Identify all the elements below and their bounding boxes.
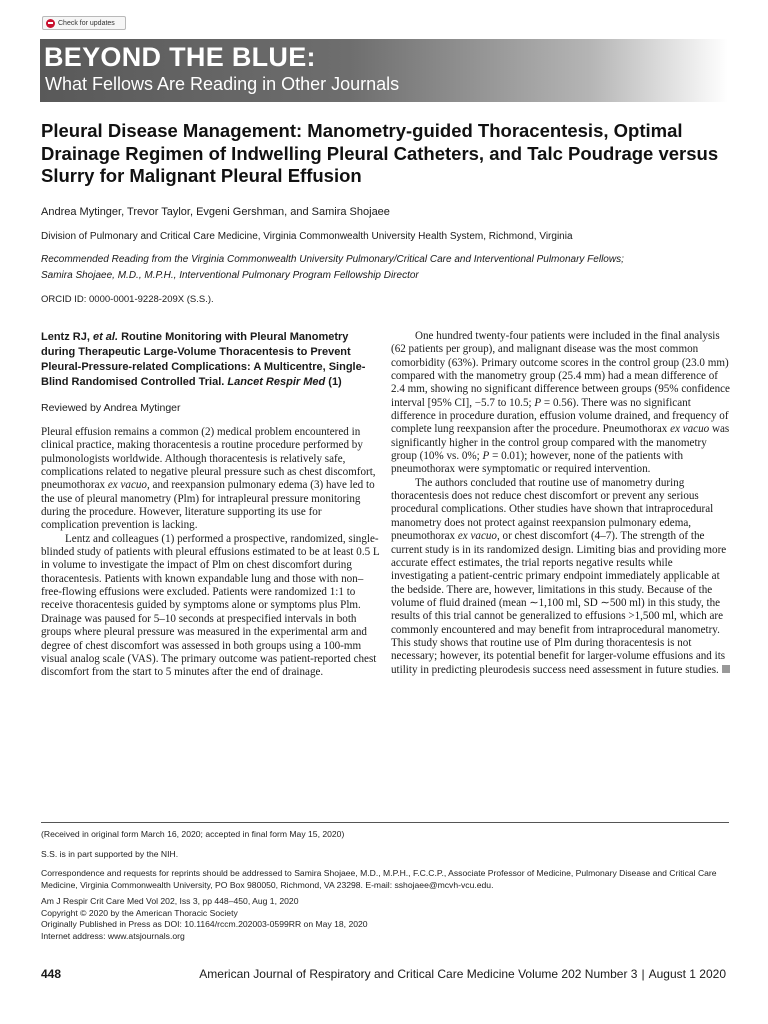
- p3-text-c: was significantly higher in the control group compared with the manometry group (10% vs. 0%;: [391, 423, 730, 463]
- p4-text-a: The authors concluded that routine use of manometry during thoracentesis does not reduce chest discomfort or prevent any serious procedural complications. Other studies have shown that intraprocedural manometry does not protect against reexpansion pulmonary edema, pneumothorax: [391, 476, 714, 543]
- recommendation-line-1: Recommended Reading from the Virginia Commonwealth University Pulmonary/Critical Care and Interventional Pulmonary Fellows;: [41, 254, 624, 265]
- ref-title: Routine Monitoring with Pleural Manometry during Therapeutic Large-Volume Thoracentesis to Prevent Pleural-Pressure-related Complications: A Multicentre, Single-Blind Randomised Controlled Trial.: [41, 331, 366, 388]
- check-for-updates-badge[interactable]: [42, 16, 126, 30]
- p3-text-d: = 0.01); however, none of the patients with pneumothorax were symptomatic or required intervention.: [391, 450, 684, 476]
- p3-p-value-label-2: P: [482, 450, 490, 463]
- issue-date: August 1 2020: [648, 967, 726, 981]
- recommendation-line-2: Samira Shojaee, M.D., M.P.H., Interventional Pulmonary Program Fellowship Director: [41, 270, 419, 281]
- body-paragraph-3: [391, 330, 731, 477]
- ref-authors: Lentz RJ,: [41, 331, 93, 343]
- right-column: [391, 330, 731, 677]
- p3-p-value-label-1: P: [534, 396, 542, 409]
- check-updates-icon: [46, 19, 55, 28]
- journal-footer: [199, 967, 726, 981]
- body-paragraph-1: [41, 426, 381, 533]
- received-note: (Received in original form March 16, 2020; accepted in final form May 15, 2020): [41, 829, 345, 839]
- banner-subtitle: What Fellows Are Reading in Other Journals: [45, 74, 400, 94]
- check-for-updates-label: Check for updates: [58, 19, 115, 27]
- author-list: Andrea Mytinger, Trevor Taylor, Evgeni Gershman, and Samira Shojaee: [41, 206, 390, 218]
- p4-text-b: , or chest discomfort (4–7). The strength of the current study is in its randomized design. Limiting bias and providing more accurate effect estimates, the trial reports negative results while investigating a patient-centric primary endpoint immediately applicable at the bedside. There are, however, limitations in this study. Because of the volume of fluid drained (mean ∼1,100 ml, SD ∼500 ml) in this study, the results of this trial cannot be generalized to effusions >1,500 ml, which are commonly encountered and may benefit from intraprocedural manometry. This study shows that routine use of Plm during thoracentesis is not necessary; however, its potential benefit for larger-volume effusions and its utility in predicting pleurodesis success need assessment in future studies.: [391, 530, 727, 676]
- p4-italic: ex vacuo: [457, 530, 497, 543]
- correspondence-note: Correspondence and requests for reprints should be addressed to Samira Shojaee, M.D., M.P.H., F.C.C.P., Associate Professor of Medicine, Pulmonary Disease and Critical Care Medicine, Virginia Commonwealth University, PO Box 980050, Richmond, VA 23298. E-mail: sshojaee@mcvh-vcu.edu.: [41, 868, 717, 890]
- internet-address: Internet address: www.atsjournals.org: [41, 930, 185, 941]
- journal-name: American Journal of Respiratory and Critical Care Medicine Volume 202 Number 3: [199, 967, 638, 981]
- p3-text-a: One hundred twenty-four patients were included in the final analysis (62 patients per group), and malignant disease was the most common comorbidity (63%). Primary outcome scores in the control group (23.0 mm) compared with the manometry group (25.4 mm) had a mean difference of 2.4 mm, showing no significant difference between groups (95% confidence interval [95% CI], −5.7 to 10.5;: [391, 330, 730, 409]
- footnote-divider: [41, 822, 729, 823]
- body-paragraph-4: [391, 477, 731, 677]
- p3-text-b: = 0.56). There was no significant difference in procedure duration, effusion volume drained, and frequency of complete lung reexpansion after the procedure. Pneumothorax: [391, 396, 729, 436]
- banner-title: BEYOND THE BLUE:: [44, 42, 316, 72]
- p1-text-a: Pleural effusion remains a common (2) medical problem encountered in clinical practice, making thoracentesis a routine procedure performed by pulmonologists worldwide. Although thoracentesis is relatively safe, complications related to negative pleural pressure such as chest discomfort, pneumothorax: [41, 426, 376, 492]
- affiliation: Division of Pulmonary and Critical Care Medicine, Virginia Commonwealth University Health System, Richmond, Virginia: [41, 231, 573, 242]
- ref-etal: et al.: [92, 331, 119, 343]
- p3-italic: ex vacuo: [670, 423, 710, 436]
- left-column: [41, 330, 381, 680]
- page-number: 448: [41, 967, 62, 981]
- body-paragraph-2: Lentz and colleagues (1) performed a prospective, randomized, single-blinded study of patients with pleural effusions estimated to be at least 0.5 L in volume to investigate the impact of Plm on chest discomfort during thoracentesis. Patients with known expandable lung and those with non–free-flowing effusions were excluded. Patients were randomized 1:1 to receive thoracentesis guided by symptoms alone or symptoms plus Plm. Drainage was paused for 5–10 seconds at prespecified intervals in both groups where pleural pressure was measured in the experimental arm and degree of chest discomfort was assessed in both groups using a 100-mm visual analog scale (VAS). The primary outcome was patient-reported chest discomfort from the start to 5 minutes after the end of drainage.: [41, 532, 380, 679]
- doi-note: Originally Published in Press as DOI: 10.1164/rccm.202003-0599RR on May 18, 2020: [41, 919, 368, 929]
- p1-text-b: , and reexpansion pulmonary edema (3) have led to the use of pleural manometry (Plm) for intrapleural pressure monitoring during the procedure. However, literature supporting its use for complication prevention is lacking.: [41, 479, 375, 532]
- copyright-note: Copyright © 2020 by the American Thoracic Society: [41, 907, 238, 918]
- ref-journal: Lancet Respir Med: [227, 376, 326, 388]
- citation-note: Am J Respir Crit Care Med Vol 202, Iss 3, pp 448–450, Aug 1, 2020: [41, 896, 299, 906]
- reference-heading: [41, 330, 381, 390]
- orcid-id: ORCID ID: 0000-0001-9228-209X (S.S.).: [41, 294, 214, 305]
- footer-separator: |: [641, 967, 645, 981]
- ref-number: (1): [325, 376, 342, 388]
- support-note: S.S. is in part supported by the NIH.: [41, 849, 179, 859]
- recommendation-note: [41, 252, 741, 284]
- article-title: Pleural Disease Management: Manometry-guided Thoracentesis, Optimal Drainage Regimen of Indwelling Pleural Catheters, and Talc Poudrage versus Slurry for Malignant Pleural Effusion: [41, 120, 719, 186]
- p1-italic: ex vacuo: [107, 479, 147, 492]
- end-of-article-icon: [722, 665, 730, 673]
- reviewed-by: Reviewed by Andrea Mytinger: [41, 402, 181, 414]
